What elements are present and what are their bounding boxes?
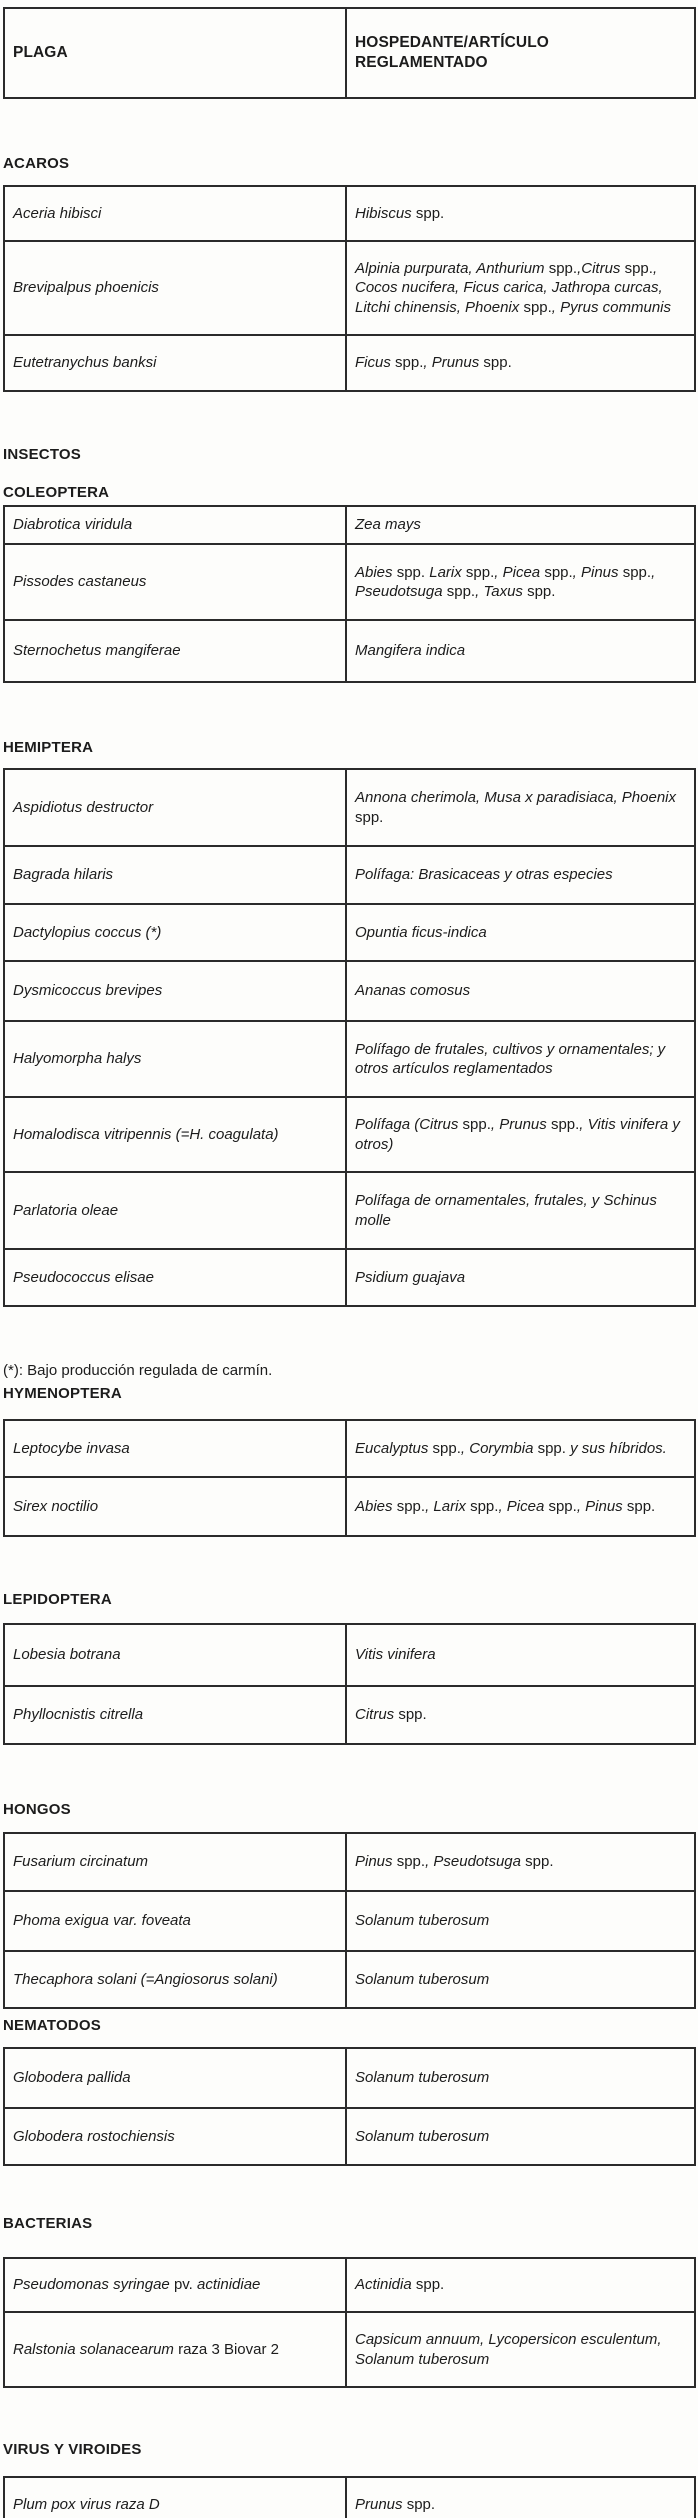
pest-name-cell xyxy=(4,1686,346,1744)
cell-text: Actinidia xyxy=(355,2276,416,2294)
section-heading-virus-y-viroides: VIRUS Y VIROIDES xyxy=(3,2441,142,2458)
cell-text: Bagrada hilaris xyxy=(13,866,114,884)
pest-name-cell xyxy=(4,335,346,391)
section-heading-hymenoptera: HYMENOPTERA xyxy=(3,1385,122,1402)
cell-text: y sus híbridos. xyxy=(565,1439,667,1457)
cell-text: , Pseudotsuga xyxy=(355,563,656,600)
cell-text: Prunus xyxy=(355,2495,407,2513)
table-row xyxy=(4,769,695,846)
host-cell xyxy=(346,241,695,335)
pest-name-cell xyxy=(4,1097,346,1172)
table-row xyxy=(4,1097,695,1172)
cell-text: Mangifera indica xyxy=(355,642,466,660)
section-heading-acaros: ACAROS xyxy=(3,155,70,172)
cell-text: spp. xyxy=(470,1497,499,1515)
cell-text: Solanum tuberosum xyxy=(355,1970,490,1988)
cell-text: Annona cherimola, Musa x paradisiaca, Phoenix xyxy=(355,789,677,807)
cell-text: Capsicum annuum, Lycopersicon esculentum, Solanum tuberosum xyxy=(355,2331,662,2368)
cell-text: Polífaga de ornamentales, frutales, y Schinus molle xyxy=(355,1192,657,1229)
cell-text: spp. xyxy=(525,1853,554,1871)
cell-text: Phoma exigua var. foveata xyxy=(13,1912,191,1930)
table-row xyxy=(4,1477,695,1536)
cell-text: , Pseudotsuga xyxy=(425,1853,526,1871)
pest-name-cell xyxy=(4,241,346,335)
footnote-carmin: (*): Bajo producción regulada de carmín. xyxy=(3,1362,273,1379)
table-row xyxy=(4,1833,695,1891)
pest-table-hemiptera xyxy=(3,768,696,1307)
cell-text: spp. xyxy=(398,1706,427,1724)
cell-text: Alpinia purpurata, Anthurium xyxy=(355,260,549,278)
cell-text: , Corymbia xyxy=(460,1439,538,1457)
pest-table-lepidoptera xyxy=(3,1623,696,1745)
cell-text: spp. xyxy=(465,563,495,581)
cell-text: spp. xyxy=(446,583,476,600)
cell-text: spp. xyxy=(396,1853,426,1871)
cell-text: Pseudococcus elisae xyxy=(13,1268,154,1286)
cell-text: Brevipalpus phoenicis xyxy=(13,279,159,297)
pest-name-cell xyxy=(4,904,346,961)
host-cell xyxy=(346,1477,695,1536)
table-row xyxy=(4,1624,695,1686)
cell-text: Ananas comosus xyxy=(355,982,471,1000)
cell-text: Fusarium circinatum xyxy=(13,1853,149,1871)
cell-text: spp. xyxy=(622,563,652,581)
cell-text: , Cocos nucifera, Ficus carica, Jathropa curcas, Litchi chinensis, Phoenix xyxy=(355,260,663,316)
cell-text: Solanum tuberosum xyxy=(355,1912,490,1930)
cell-text: spp. xyxy=(395,354,424,372)
pest-name-cell xyxy=(4,1021,346,1097)
table-row xyxy=(4,544,695,620)
pest-name-cell xyxy=(4,2258,346,2312)
cell-text: Eutetranychus banksi xyxy=(13,354,157,372)
host-cell xyxy=(346,1097,695,1172)
cell-text: , Pyrus communis xyxy=(551,298,671,316)
cell-text: spp. xyxy=(548,1497,577,1515)
cell-text: Globodera pallida xyxy=(13,2069,131,2087)
section-heading-lepidoptera: LEPIDOPTERA xyxy=(3,1591,112,1608)
cell-text: Eucalyptus xyxy=(355,1439,433,1457)
host-cell xyxy=(346,2048,695,2108)
cell-text: ,Citrus xyxy=(577,260,625,278)
cell-text: spp. xyxy=(432,1439,461,1457)
table-row xyxy=(4,1172,695,1249)
cell-text: Aspidiotus destructor xyxy=(13,798,154,816)
pest-table-nematodos xyxy=(3,2047,696,2166)
section-heading-hongos: HONGOS xyxy=(3,1801,71,1818)
cell-text: Vitis vinifera xyxy=(355,1646,436,1664)
cell-text: Thecaphora solani (=Angiosorus solani) xyxy=(13,1970,278,1988)
cell-text: spp. xyxy=(415,2276,445,2294)
pest-name-cell xyxy=(4,1420,346,1477)
cell-text: Polífago de frutales, cultivos y ornamentales; y otros artículos reglamentados xyxy=(355,1040,666,1077)
table-row xyxy=(4,241,695,335)
cell-text: Halyomorpha halys xyxy=(13,1050,142,1068)
cell-text: Pissodes castaneus xyxy=(13,573,147,591)
cell-text: spp. xyxy=(527,583,556,600)
cell-text: Citrus xyxy=(355,1706,399,1724)
header-row xyxy=(4,8,695,98)
host-cell xyxy=(346,1891,695,1951)
host-cell xyxy=(346,620,695,682)
column-header-host: HOSPEDANTE/ARTÍCULO REGLAMENTADO xyxy=(346,8,695,98)
cell-text: Dysmicoccus brevipes xyxy=(13,982,163,1000)
table-row xyxy=(4,1951,695,2008)
host-cell xyxy=(346,335,695,391)
pest-table-acaros xyxy=(3,185,696,392)
cell-text: spp. xyxy=(523,298,552,316)
table-row xyxy=(4,335,695,391)
host-cell xyxy=(346,769,695,846)
cell-text: spp. xyxy=(550,1116,580,1134)
table-row xyxy=(4,904,695,961)
pest-name-cell xyxy=(4,961,346,1021)
table-row xyxy=(4,1686,695,1744)
host-cell xyxy=(346,1420,695,1477)
table-row xyxy=(4,186,695,241)
host-cell xyxy=(346,904,695,961)
host-cell xyxy=(346,961,695,1021)
cell-text: Plum pox virus raza D xyxy=(13,2495,160,2513)
cell-text: spp. xyxy=(548,260,578,278)
host-cell xyxy=(346,2108,695,2165)
cell-text: Zea mays xyxy=(355,516,421,534)
cell-text: Solanum tuberosum xyxy=(355,2069,490,2087)
host-cell xyxy=(346,2258,695,2312)
pest-name-cell xyxy=(4,2048,346,2108)
host-cell xyxy=(346,846,695,904)
pest-name-cell xyxy=(4,769,346,846)
pest-table-virus-y-viroides xyxy=(3,2476,696,2518)
table-row xyxy=(4,2477,695,2518)
cell-text: Abies xyxy=(355,1497,397,1515)
cell-text: , Pinus xyxy=(576,1497,627,1515)
pest-name-cell xyxy=(4,1172,346,1249)
cell-text: raza 3 Biovar 2 xyxy=(178,2340,279,2358)
cell-text: spp. xyxy=(544,563,573,581)
host-cell xyxy=(346,1021,695,1097)
table-row xyxy=(4,846,695,904)
cell-text: pv. xyxy=(173,2276,193,2294)
cell-text: Pseudomonas syringae xyxy=(13,2276,174,2294)
pest-name-cell xyxy=(4,1891,346,1951)
cell-text: Opuntia ficus-indica xyxy=(355,923,487,941)
cell-text: Globodera rostochiensis xyxy=(13,2127,175,2145)
table-row xyxy=(4,1891,695,1951)
column-header-plaga: PLAGA xyxy=(4,8,346,98)
cell-text: , Taxus xyxy=(475,583,528,600)
cell-text: spp. xyxy=(406,2495,436,2513)
host-cell xyxy=(346,186,695,241)
cell-text: spp. xyxy=(415,204,445,222)
cell-text: Psidium guajava xyxy=(355,1268,466,1286)
cell-text: Polífaga: Brasicaceas y otras especies xyxy=(355,866,613,884)
table-row xyxy=(4,2312,695,2387)
section-heading-coleoptera: COLEOPTERA xyxy=(3,484,110,501)
pest-name-cell xyxy=(4,544,346,620)
cell-text: spp. xyxy=(537,1439,566,1457)
pest-name-cell xyxy=(4,620,346,682)
cell-text: spp. xyxy=(396,563,426,581)
host-cell xyxy=(346,1951,695,2008)
host-cell xyxy=(346,2477,695,2518)
pest-table-hongos xyxy=(3,1832,696,2009)
host-cell xyxy=(346,1249,695,1306)
host-cell xyxy=(346,544,695,620)
cell-text: Ralstonia solanacearum xyxy=(13,2340,179,2358)
cell-text: Lobesia botrana xyxy=(13,1646,121,1664)
pest-table-coleoptera xyxy=(3,505,696,683)
pest-name-cell xyxy=(4,2108,346,2165)
cell-text: spp. xyxy=(462,1116,491,1134)
header-table xyxy=(3,7,696,99)
cell-text: spp. xyxy=(396,1497,426,1515)
table-row xyxy=(4,961,695,1021)
host-cell xyxy=(346,506,695,544)
host-cell xyxy=(346,1833,695,1891)
pest-name-cell xyxy=(4,2477,346,2518)
table-row xyxy=(4,1420,695,1477)
cell-text: Diabrotica viridula xyxy=(13,516,133,534)
cell-text: Sternochetus mangiferae xyxy=(13,642,181,660)
pest-name-cell xyxy=(4,186,346,241)
host-cell xyxy=(346,1624,695,1686)
cell-text: spp. xyxy=(626,1497,656,1515)
table-row xyxy=(4,2108,695,2165)
section-heading-insectos: INSECTOS xyxy=(3,446,82,463)
cell-text: Polífaga (Citrus xyxy=(355,1116,463,1134)
table-row xyxy=(4,1021,695,1097)
cell-text: Parlatoria oleae xyxy=(13,1201,119,1219)
section-heading-hemiptera: HEMIPTERA xyxy=(3,739,94,756)
cell-text: Ficus xyxy=(355,354,396,372)
pest-name-cell xyxy=(4,2312,346,2387)
cell-text: , Picea xyxy=(498,1497,549,1515)
cell-text: , Prunus xyxy=(490,1116,551,1134)
cell-text: Aceria hibisci xyxy=(13,204,102,222)
cell-text: Homalodisca vitripennis (=H. coagulata) xyxy=(13,1125,279,1143)
cell-text: , Prunus xyxy=(423,354,484,372)
cell-text: Hibiscus xyxy=(355,204,416,222)
section-heading-bacterias: BACTERIAS xyxy=(3,2215,93,2232)
host-cell xyxy=(346,2312,695,2387)
pest-name-cell xyxy=(4,1249,346,1306)
table-row xyxy=(4,2048,695,2108)
cell-text: , Larix xyxy=(425,1497,471,1515)
table-row xyxy=(4,2258,695,2312)
sections-container xyxy=(3,155,696,2518)
host-cell xyxy=(346,1686,695,1744)
cell-text: spp. xyxy=(483,354,512,372)
cell-text: Solanum tuberosum xyxy=(355,2127,490,2145)
pest-name-cell xyxy=(4,506,346,544)
cell-text: Dactylopius coccus (*) xyxy=(13,923,162,941)
cell-text: Pinus xyxy=(355,1853,397,1871)
pest-name-cell xyxy=(4,1833,346,1891)
cell-text: spp. xyxy=(355,808,384,826)
pest-name-cell xyxy=(4,1477,346,1536)
table-row xyxy=(4,1249,695,1306)
table-row xyxy=(4,620,695,682)
pest-name-cell xyxy=(4,846,346,904)
cell-text: spp. xyxy=(624,260,653,278)
host-cell xyxy=(346,1172,695,1249)
pest-table-hymenoptera xyxy=(3,1419,696,1537)
cell-text: actinidiae xyxy=(192,2276,261,2294)
pest-name-cell xyxy=(4,1951,346,2008)
table-row xyxy=(4,506,695,544)
cell-text: , Vitis vinifera y otros) xyxy=(355,1116,680,1153)
cell-text: Phyllocnistis citrella xyxy=(13,1706,144,1724)
cell-text: Leptocybe invasa xyxy=(13,1439,130,1457)
pest-name-cell xyxy=(4,1624,346,1686)
pest-table-bacterias xyxy=(3,2257,696,2388)
cell-text: , Pinus xyxy=(572,563,623,581)
cell-text: Abies xyxy=(355,563,397,581)
cell-text: Larix xyxy=(425,563,466,581)
cell-text: Sirex noctilio xyxy=(13,1497,99,1515)
cell-text: , Picea xyxy=(494,563,545,581)
section-heading-nematodos: NEMATODOS xyxy=(3,2017,101,2034)
